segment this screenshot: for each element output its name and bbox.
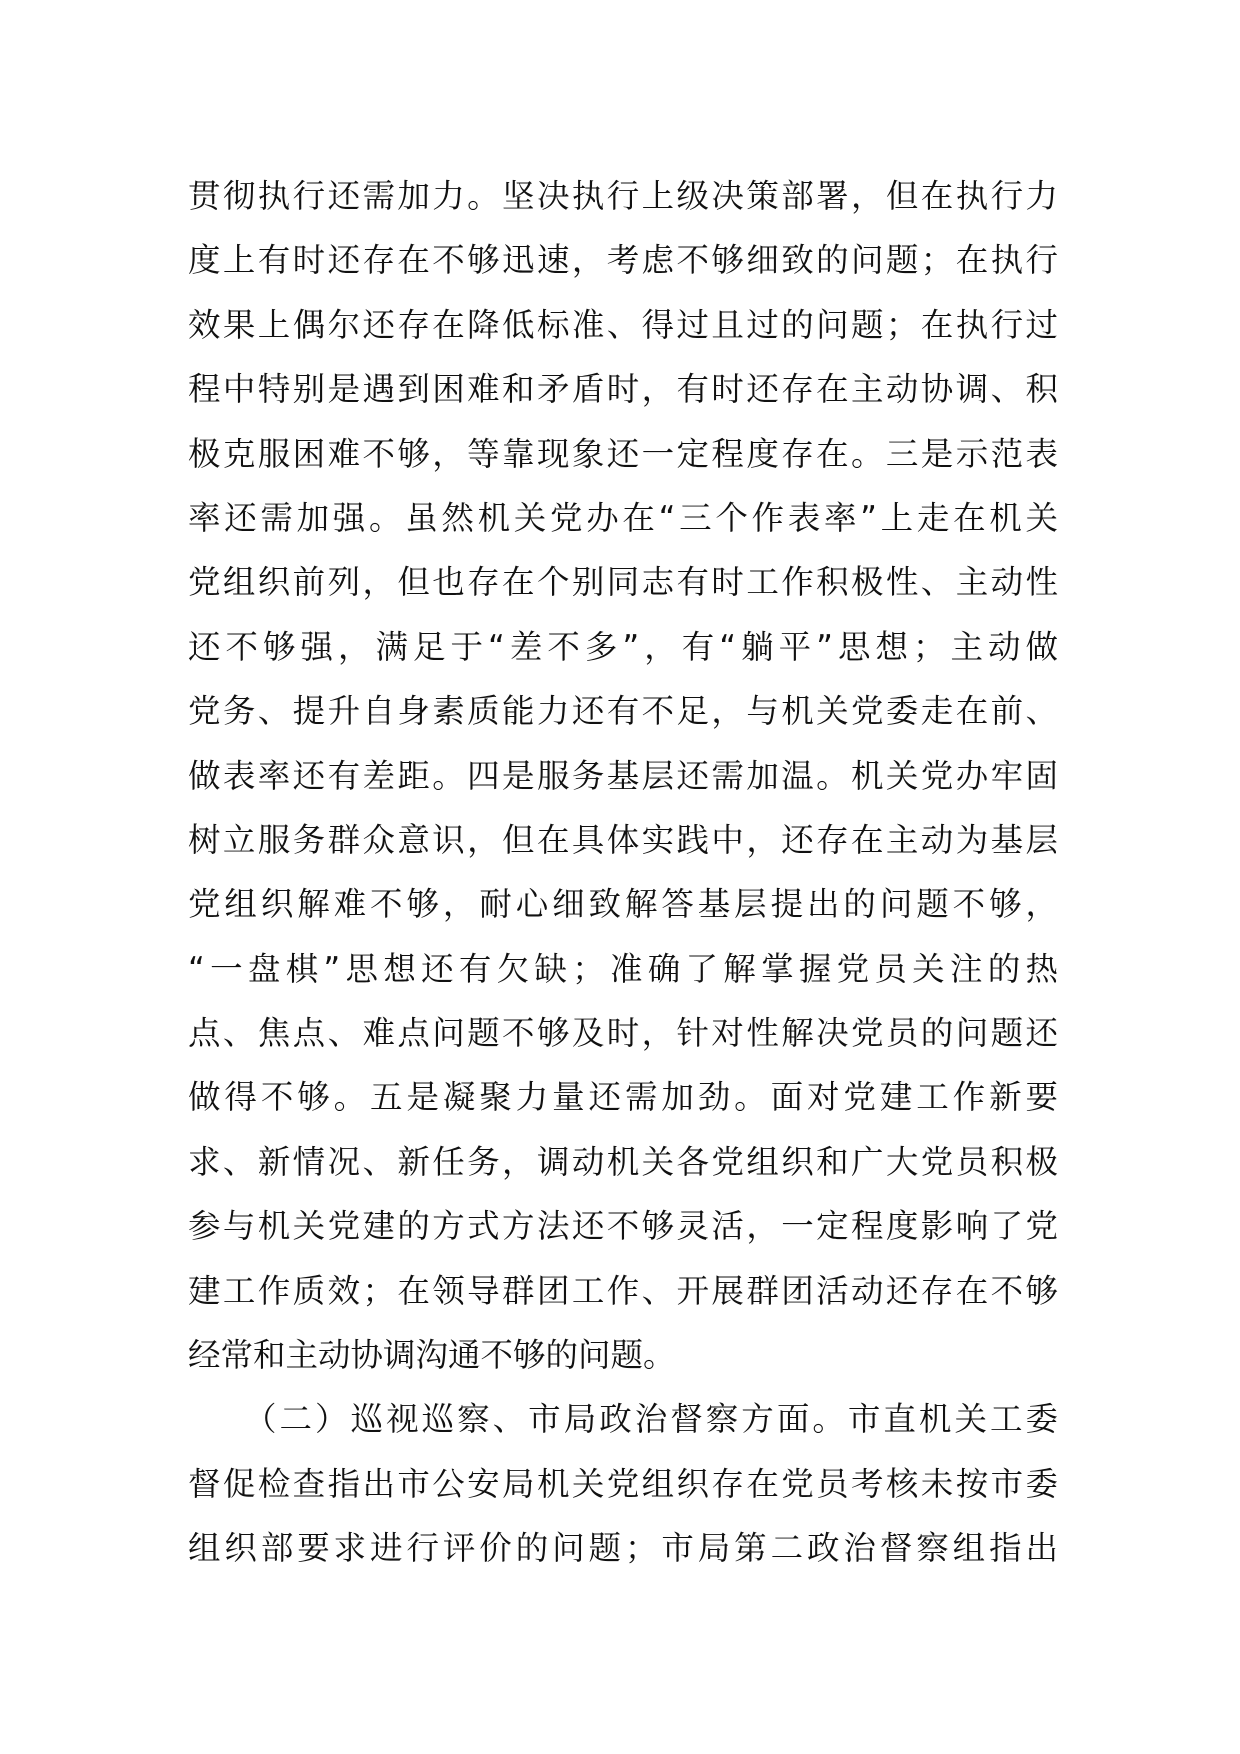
text-line-17: 参与机关党建的方式方法还不够灵活，一定程度影响了党	[188, 1207, 1058, 1246]
text-line-20: （二）巡视巡察、市局政治督察方面。市直机关工委	[244, 1400, 1058, 1439]
text-line-15: 做得不够。五是凝聚力量还需加劲。面对党建工作新要	[188, 1078, 1058, 1117]
text-line-7: 党组织前列，但也存在个别同志有时工作积极性、主动性	[188, 563, 1058, 602]
text-line-21: 督促检查指出市公安局机关党组织存在党员考核未按市委	[188, 1464, 1058, 1503]
text-line-10: 做表率还有差距。四是服务基层还需加温。机关党办牢固	[188, 756, 1058, 795]
text-line-1: 贯彻执行还需加力。坚决执行上级决策部署，但在执行力	[188, 177, 1058, 215]
text-line-13: “一盘棋”思想还有欠缺；准确了解掌握党员关注的热	[188, 949, 1058, 988]
text-line-16: 求、新情况、新任务，调动机关各党组织和广大党员积极	[188, 1142, 1058, 1181]
text-line-22: 组织部要求进行评价的问题；市局第二政治督察组指出	[188, 1529, 1058, 1568]
text-line-8: 还不够强，满足于“差不多”，有“躺平”思想；主动做	[188, 627, 1058, 666]
text-line-5: 极克服困难不够，等靠现象还一定程度存在。三是示范表	[188, 434, 1058, 473]
body-text	[188, 164, 1058, 1581]
text-line-19: 经常和主动协调沟通不够的问题。	[188, 1336, 676, 1375]
text-line-14: 点、焦点、难点问题不够及时，针对性解决党员的问题还	[188, 1014, 1058, 1053]
text-line-18: 建工作质效；在领导群团工作、开展群团活动还存在不够	[188, 1271, 1058, 1310]
text-line-12: 党组织解难不够，耐心细致解答基层提出的问题不够，	[188, 885, 1058, 924]
text-line-11: 树立服务群众意识，但在具体实践中，还存在主动为基层	[188, 820, 1058, 859]
text-line-4: 程中特别是遇到困难和矛盾时，有时还存在主动协调、积	[188, 370, 1058, 409]
text-line-2: 度上有时还存在不够迅速，考虑不够细致的问题；在执行	[188, 241, 1058, 280]
text-line-3: 效果上偶尔还存在降低标准、得过且过的问题；在执行过	[188, 305, 1058, 344]
text-line-9: 党务、提升自身素质能力还有不足，与机关党委走在前、	[188, 692, 1058, 731]
text-line-6: 率还需加强。虽然机关党办在“三个作表率”上走在机关	[188, 498, 1058, 537]
